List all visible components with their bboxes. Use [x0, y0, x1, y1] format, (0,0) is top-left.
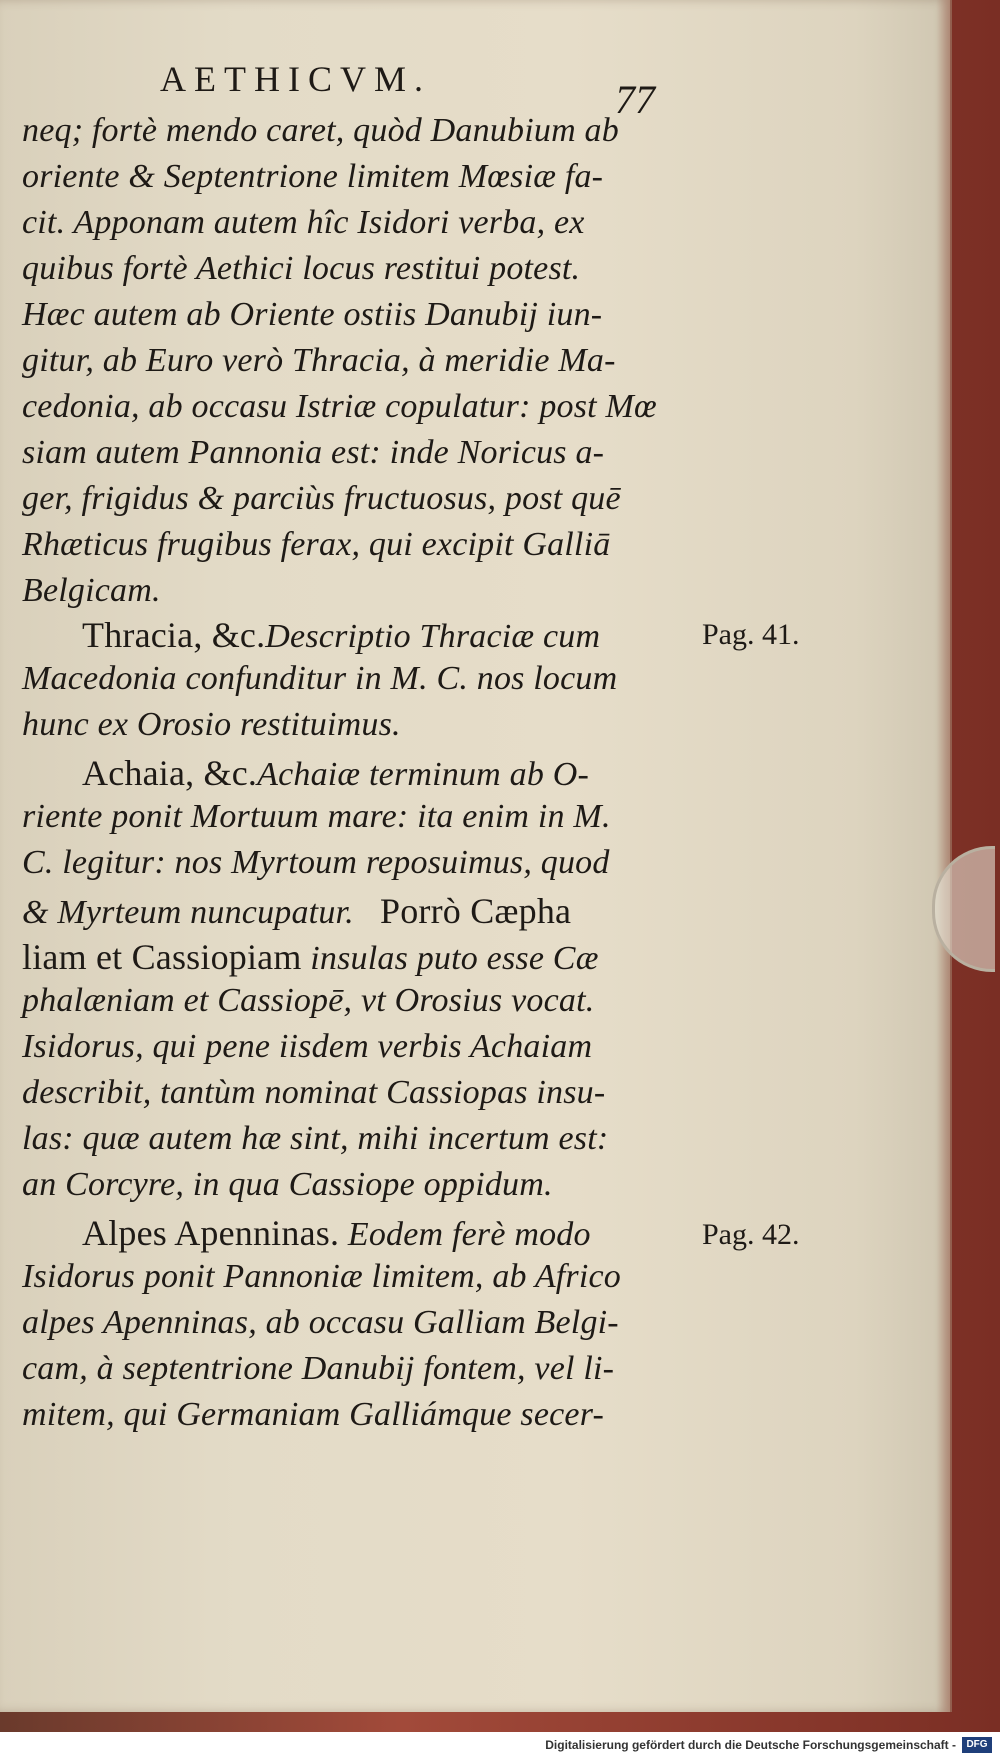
text-line: las: quæ autem hæ sint, mihi incertum est: [22, 1120, 609, 1157]
margin-note-page-41: Pag. 41. [702, 618, 800, 651]
text-line: siam autem Pannonia est: inde Noricus a- [22, 434, 605, 471]
text-line: cit. Apponam autem hîc Isidori verba, ex [22, 204, 585, 241]
text-segment: & Myrteum nuncupatur. [22, 894, 354, 931]
text-line [82, 614, 600, 656]
text-line: neq; fortè mendo caret, quòd Danubium ab [22, 112, 619, 149]
running-title: AETHICVM. [160, 59, 431, 99]
text-line: Isidorus, qui pene iisdem verbis Achaiam [22, 1028, 593, 1065]
text-line: hunc ex Orosio restituimus. [22, 706, 401, 743]
text-line [82, 1212, 591, 1254]
lemma-thracia: Thracia, &c. [82, 615, 266, 655]
funding-credit: Digitalisierung gefördert durch die Deutsche Forschungsgemeinschaft - [545, 1738, 956, 1752]
text-line [82, 752, 589, 794]
lemma-achaia: Achaia, &c. [82, 753, 258, 793]
text-segment: Eodem ferè modo [347, 1216, 591, 1253]
page-edge-bleed [936, 0, 952, 1712]
text-segment: liam et Cassiopiam [22, 937, 302, 977]
lemma-alpes: Alpes Apenninas. [82, 1213, 340, 1253]
text-line: phalæniam et Cassiopē, vt Orosius vocat. [22, 982, 595, 1019]
text-line: describit, tantùm nominat Cassiopas insu- [22, 1074, 606, 1111]
text-line [22, 890, 571, 932]
text-line: C. legitur: nos Myrtoum reposuimus, quod [22, 844, 610, 881]
page-number: 77 [615, 77, 655, 122]
text-line: cedonia, ab occasu Istriæ copulatur: post Mœ [22, 388, 657, 425]
text-line: oriente & Septentrione limitem Mœsiæ fa- [22, 158, 604, 195]
text-line: quibus fortè Aethici locus restitui potest. [22, 250, 581, 287]
text-line: Macedonia confunditur in M. C. nos locum [22, 660, 618, 697]
text-line: mitem, qui Germaniam Galliámque secer- [22, 1396, 604, 1433]
text-line [22, 936, 599, 978]
text-segment: Porrò Cæpha [380, 891, 572, 931]
text-line: Rhæticus frugibus ferax, qui excipit Galliā [22, 526, 611, 563]
dfg-logo: DFG [962, 1737, 992, 1753]
text-line: riente ponit Mortuum mare: ita enim in M. [22, 798, 611, 835]
margin-note-page-42: Pag. 42. [702, 1218, 800, 1251]
text-line: ger, frigidus & parciùs fructuosus, post quē [22, 480, 621, 517]
text-line: cam, à septentrione Danubij fontem, vel li- [22, 1350, 615, 1387]
text-segment: Descriptio Thraciæ cum [265, 618, 601, 655]
text-line: Hæc autem ab Oriente ostiis Danubij iun- [22, 296, 603, 333]
text-line: alpes Apenninas, ab occasu Galliam Belgi- [22, 1304, 619, 1341]
text-line: Belgicam. [22, 572, 161, 609]
text-line: an Corcyre, in qua Cassiope oppidum. [22, 1166, 553, 1203]
text-line: Isidorus ponit Pannoniæ limitem, ab Africo [22, 1258, 622, 1295]
text-segment: insulas puto esse Cæ [310, 940, 599, 977]
text-segment: Achaiæ terminum ab O- [257, 756, 590, 793]
text-line: gitur, ab Euro verò Thracia, à meridie Ma- [22, 342, 616, 379]
